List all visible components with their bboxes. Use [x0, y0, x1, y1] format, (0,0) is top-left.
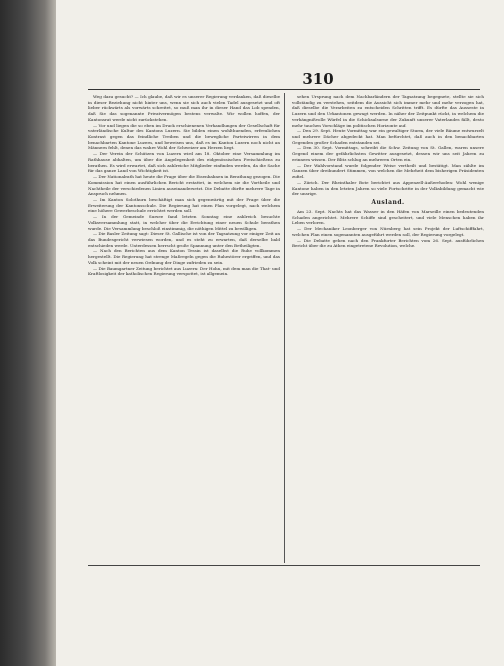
page-number: 310 [302, 70, 334, 88]
article-paragraph: — Die Basler Zeitung sagt: Dieser St. Gallische ist von der Tagsatzung vor einiger Zeit an das Bundesgericht verwiesen worden, und es steht zu erwarten, daß derselbe bald entschieden werde. Unterdessen herrscht große Spannung unter den Betheiligten. [88, 231, 280, 248]
article-paragraph: Am 23. Sept. Nachts hat das Wasser in den Häfen von Marseille einen bedeutenden Schaden angerichtet. Mehrere Schiffe sind gescheitert, und viele Menschen haben ihr Leben verloren. [292, 208, 484, 226]
article-paragraph: Weg dazu gesucht? — Ich glaube, daß wir es unserer Regierung verdanken, daß dieselbe in dieser Beziehung nicht hinter uns, wenn sie sich auch vielen Tadel ausgesetzt und oft lieber rückwärts als vorwärts schreitet, so muß man ihr in dieser Hand das Lob spenden, daß Sie das sogenannte Privatvermögen bestens verwalte. Wir wollen hoffen, der Kantonsrat werde nicht zurückstehen. [88, 94, 280, 122]
article-paragraph: — Vor und liegen die so eben im Druck erschienenen Verhandlungen der Gesellschaft für vaterländische Kultur des Kantons Luzern. Sie bilden einen wohlthuenden, erfreulichen Kontrast gegen das feindliche Treiben und die bewegliche Parteiwirren in dem benachbarten Kantone Luzern, und beweisen uns, daß es im Kanton Luzern noch nicht an Männern fehlt, denen das wahre Wohl der Schweizer am Herzen liegt. [88, 122, 280, 151]
newspaper-page [56, 0, 504, 666]
right-column [292, 94, 484, 562]
article-paragraph: — Zürich. Der Rheinthaler Bote berichtet aus Appenzell-Außerrhoden: Wohl wenige Kantone haben in den letzten Jahren so viele Fortschritte in der Volksbildung gemacht wie der unsrige. [292, 179, 484, 197]
article-paragraph: — In der Gemeinde Sursee fand letzten Sonntag eine zahlreich besuchte Volksversammlung statt, in welcher über die Errichtung einer neuen Schule berathen wurde. Die Versammlung beschloß einstimmig, die nöthigen Mittel zu bewilligen. [88, 214, 280, 231]
article-paragraph: — Die Baumgartner Zeitung berichtet aus Luzern: Der Hohn, mit dem man die That- und Kraftlosigkeit der katholischen Regierung verspottet, ist allgemein. [88, 265, 280, 277]
left-column [88, 94, 280, 562]
article-paragraph: — Den 29. Sept. Heute Vormittag war ein gewaltiger Sturm, der viele Bäume entwurzelt und mehrere Dächer abgedeckt hat. Man befürchtet, daß auch in den benachbarten Gegenden großer Schaden entstanden sei. [292, 128, 484, 145]
book-binding-shadow [0, 0, 56, 666]
article-paragraph: — Nach den Berichten aus dem Kanton Tessin ist daselbst die Ruhe vollkommen hergestellt. Die Regierung hat strenge Maßregeln gegen die Ruhestörer ergriffen, und das Volk scheint mit der neuen Ordnung der Dinge zufrieden zu sein. [88, 248, 280, 265]
article-paragraph: — Die Debatte gehen nach den Frankfurter Berichten vom 26. Sept. ausführlichen Bericht über die zu Athen eingetretene Revolution, welche. [292, 237, 484, 249]
column-divider [284, 93, 285, 563]
article-paragraph: — Im Kanton Solothurn beschäftigt man sich gegenwärtig mit der Frage über die Erweiterung der Kantonsschule. Die Regierung hat einen Plan vorgelegt, nach welchem eine höhere Gewerbeschule errichtet werden soll. [88, 196, 280, 214]
article-paragraph: — Der Verein der Schützen von Luzern wird am 18. Oktober eine Versammlung im Rathhause abhalten, um über die Angelegenheit des eidgenössischen Freischießens zu berathen. Es wird erwartet, daß sich zahlreiche Mitglieder einfinden werden, da die Sache für das ganze Land von Wichtigkeit ist. [88, 151, 280, 174]
article-paragraph: — Den 30. Sept. Vormittags, schreibt die Schw. Zeitung von St. Gallen, waren unsere Gegend einem der gefährlichsten Gewitter ausgesetzt, dessen wir uns seit Jahren zu erinnern wissen. Der Blitz schlug an mehreren Orten ein. [292, 145, 484, 162]
article-paragraph: — Der Mechaniker Leonberger von Nürnberg hat sein Projekt der Luftschifffahrt, welchen Plan einen sogenannten ausgeführt werden soll, der Regierung vorgelegt. [292, 226, 484, 237]
section-heading-ausland: Ausland. [371, 198, 405, 206]
footer-rule [88, 565, 480, 566]
article-paragraph: — Der Nationalrath hat heute die Frage über die Eisenbahnen in Berathung gezogen. Die Kommission hat einen ausführlichen Bericht erstattet, in welchem sie die Vortheile und Nachtheile der verschiedenen Linien auseinandersetzt. Die Debatte dürfte mehrere Tage in Anspruch nehmen. [88, 174, 280, 197]
article-paragraph: sehen Ursprung nach dem Nachbarländern der Tagsatzung begegnete, stellte sie sich vollständig zu verstehen, seitdem die Aussicht sich immer mehr und mehr verzogen hat, daß dieselbe die Verarbeiten zu entscheiden Schritten trifft. Es dürfte das Ausseste in Luzern und den Urkantonen gewagt werden. In näher der Zeitpunkt rückt, in welchem die verhängnißvolle Würfel in die Schicksalsurne der Zukunft unserer Vaterlandes fällt, desto mehr tauchen Vorschläge im politischen Horizonte auf. [292, 94, 484, 128]
header-rule [88, 89, 480, 90]
article-paragraph: — Der Wahlvorstand wurde folgender Weise vertheilt und bestätigt. Man zählte im Ganzen über dreihundert Stimmen, von welchen die Mehrheit dem bisherigen Präsidenten zufiel. [292, 162, 484, 180]
